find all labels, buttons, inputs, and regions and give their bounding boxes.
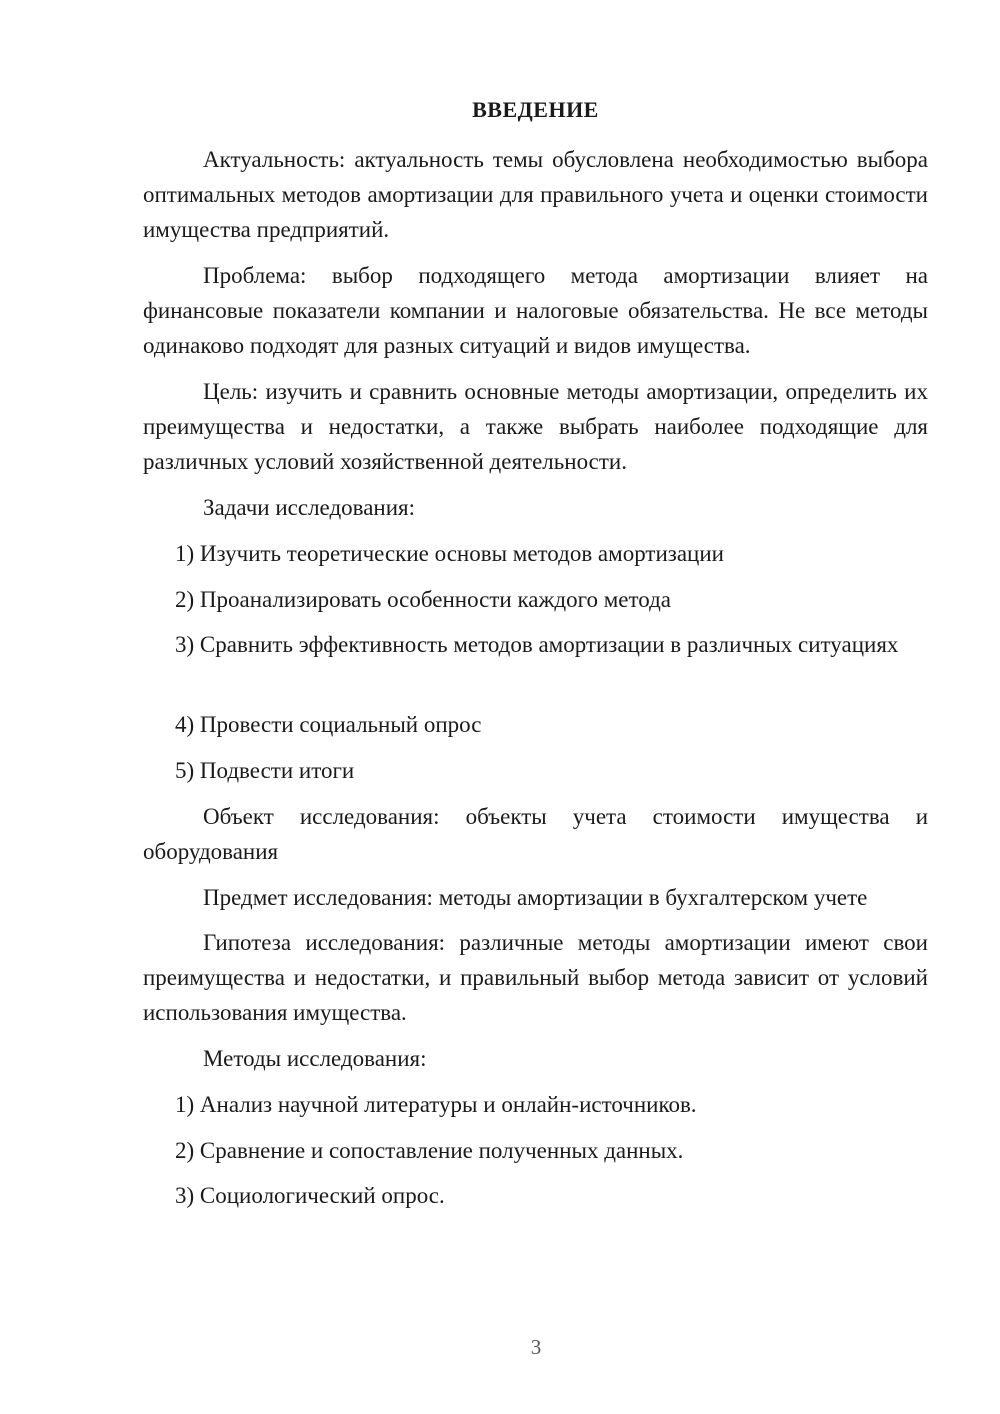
task-item: 3) Сравнить эффективность методов амортизации в различных ситуациях [175,632,899,657]
task-item: 4) Провести социальный опрос [175,712,482,737]
task-item: 2) Проанализировать особенности каждого метода [175,587,671,612]
page-number: 3 [530,1335,542,1359]
hypothesis-paragraph: Гипотеза исследования: различные методы амортизации имеют свои преимущества и недостатки, и правильный выбор метода зависит от условий использования имущества. [143,930,928,1025]
task-item: 5) Подвести итоги [175,758,355,783]
page-title: ВВЕДЕНИЕ [472,97,599,122]
subject-paragraph: Предмет исследования: методы амортизации в бухгалтерском учете [203,885,868,910]
relevance-paragraph: Актуальность: актуальность темы обусловлена необходимостью выбора оптимальных методов амортизации для правильного учета и оценки стоимости имущества предприятий. [143,147,928,242]
methods-heading: Методы исследования: [203,1046,427,1071]
method-item: 2) Сравнение и сопоставление полученных данных. [175,1138,684,1163]
task-item: 1) Изучить теоретические основы методов амортизации [175,541,724,566]
method-item: 1) Анализ научной литературы и онлайн-источников. [175,1092,697,1117]
object-paragraph: Объект исследования: объекты учета стоимости имущества и оборудования [143,804,928,864]
method-item: 3) Социологический опрос. [175,1183,445,1208]
goal-paragraph: Цель: изучить и сравнить основные методы амортизации, определить их преимущества и недостатки, а также выбрать наиболее подходящие для различных условий хозяйственной деятельности. [143,379,928,474]
problem-paragraph: Проблема: выбор подходящего метода амортизации влияет на финансовые показатели компании и налоговые обязательства. Не все методы одинаково подходят для разных ситуаций и видов имущества. [143,263,928,358]
tasks-heading: Задачи исследования: [203,495,416,520]
